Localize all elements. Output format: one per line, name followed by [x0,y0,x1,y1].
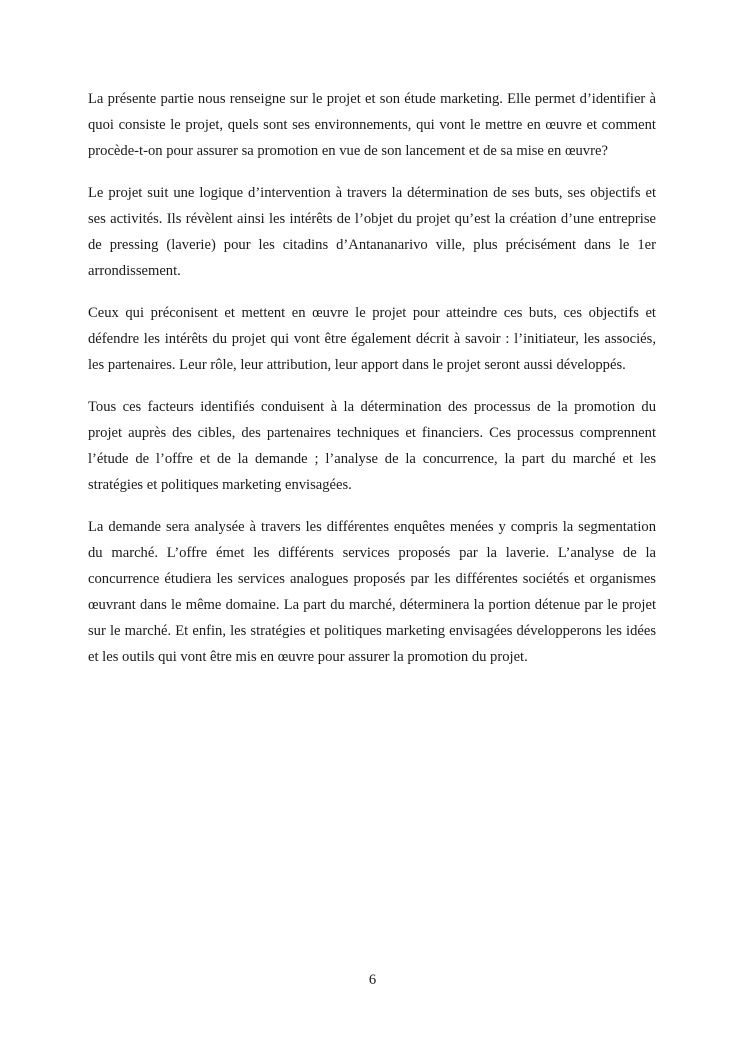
paragraph-logic: Le projet suit une logique d’intervention à travers la détermination de ses buts, ses objectifs et ses activités. Ils révèlent ainsi les intérêts de l’objet du projet qu’est la création d’une entreprise de pressing (laverie) pour les citadins d’Antananarivo ville, plus précisément dans le 1er arrondissement. [88,185,656,279]
paragraph-demand: La demande sera analysée à travers les différentes enquêtes menées y compris la segmentation du marché. L’offre émet les différents services proposés par la laverie. L’analyse de la concurrence étudiera les services analogues proposés par les différentes sociétés et organismes œuvrant dans le même domaine. La part du marché, déterminera la portion détenue par le projet sur le marché. Et enfin, les stratégies et politiques marketing envisagées développerons les idées et les outils qui vont être mis en œuvre pour assurer la promotion du projet. [88,519,656,665]
page-number: 6 [368,972,377,988]
paragraph-factors: Tous ces facteurs identifiés conduisent à la détermination des processus de la promotion du projet auprès des cibles, des partenaires techniques et financiers. Ces processus comprennent l’étude de l’offre et de la demande ; l’analyse de la concurrence, la part du marché et les stratégies et politiques marketing envisagées. [88,399,656,493]
paragraph-actors: Ceux qui préconisent et mettent en œuvre le projet pour atteindre ces buts, ces objectifs et défendre les intérêts du projet qui vont être également décrit à savoir : l’initiateur, les associés, les partenaires. Leur rôle, leur attribution, leur apport dans le projet seront aussi développés. [88,305,656,373]
body-text [88,86,656,686]
paragraph-intro: La présente partie nous renseigne sur le projet et son étude marketing. Elle permet d’identifier à quoi consiste le projet, quels sont ses environnements, qui vont le mettre en œuvre et comment procède-t-on pour assurer sa promotion en vue de son lancement et de sa mise en œuvre? [88,91,656,159]
